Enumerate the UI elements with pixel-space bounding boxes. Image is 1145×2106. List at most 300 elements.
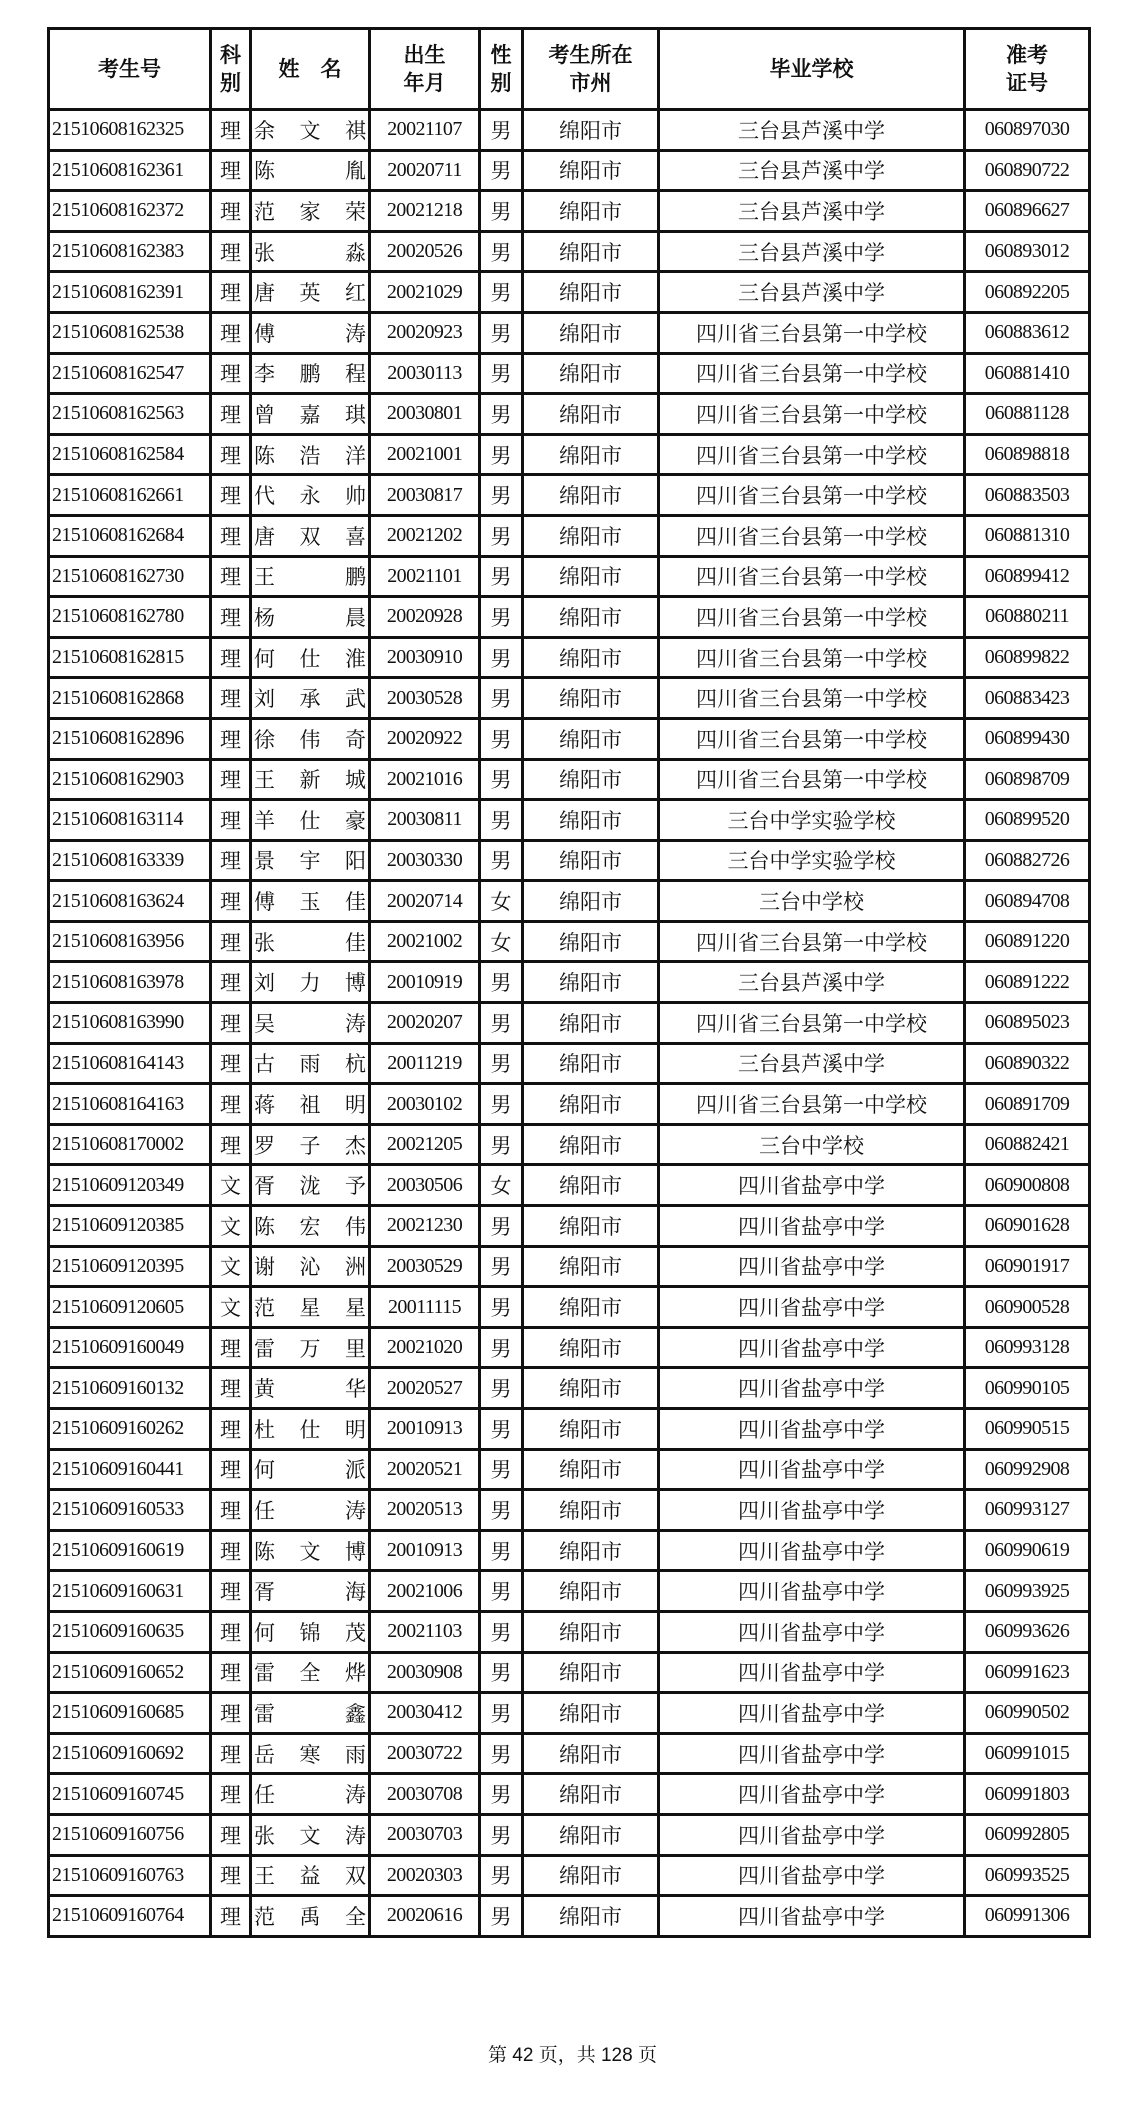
table-row: [49, 1693, 1090, 1734]
exam-id-cell: 21510608162547: [49, 353, 211, 394]
gender-cell: 男: [480, 1896, 523, 1937]
subject-cell: 理: [211, 556, 251, 597]
exam-id-cell: 21510609160756: [49, 1814, 211, 1855]
admission-no-cell: 060901628: [965, 1206, 1090, 1247]
table-row: [49, 881, 1090, 922]
subject-cell: 理: [211, 1124, 251, 1165]
student-name-cell: 张佳: [251, 921, 370, 962]
school-cell: 四川省三台县第一中学校: [659, 434, 965, 475]
table-row: [49, 394, 1090, 435]
exam-id-cell: 21510609160763: [49, 1855, 211, 1896]
city-cell: 绵阳市: [523, 1449, 659, 1490]
admission-no-cell: 060890722: [965, 150, 1090, 191]
school-cell: 三台县芦溪中学: [659, 1043, 965, 1084]
header-name: 姓 名: [251, 29, 370, 110]
city-cell: 绵阳市: [523, 1043, 659, 1084]
student-name-cell: 古雨杭: [251, 1043, 370, 1084]
admission-no-cell: 060881310: [965, 515, 1090, 556]
admission-no-cell: 060900528: [965, 1287, 1090, 1328]
student-name-cell: 李鹏程: [251, 353, 370, 394]
table-row: [49, 962, 1090, 1003]
subject-cell: 理: [211, 637, 251, 678]
admission-no-cell: 060895023: [965, 1003, 1090, 1044]
city-cell: 绵阳市: [523, 1571, 659, 1612]
birth-date-cell: 20010913: [370, 1530, 480, 1571]
exam-id-cell: 21510608162325: [49, 110, 211, 151]
student-name-cell: 胥海: [251, 1571, 370, 1612]
school-cell: 三台县芦溪中学: [659, 191, 965, 232]
exam-id-cell: 21510608163956: [49, 921, 211, 962]
table-body: [49, 110, 1090, 1937]
student-name-cell: 张淼: [251, 231, 370, 272]
admission-table: [47, 27, 1091, 1938]
subject-cell: 理: [211, 434, 251, 475]
table-row: [49, 1003, 1090, 1044]
admission-no-cell: 060901917: [965, 1246, 1090, 1287]
student-name-cell: 蒋祖明: [251, 1084, 370, 1125]
table-row: [49, 556, 1090, 597]
city-cell: 绵阳市: [523, 312, 659, 353]
birth-date-cell: 20020922: [370, 718, 480, 759]
table-row: [49, 1206, 1090, 1247]
subject-cell: 理: [211, 1003, 251, 1044]
admission-no-cell: 060882421: [965, 1124, 1090, 1165]
exam-id-cell: 21510609160049: [49, 1327, 211, 1368]
gender-cell: 男: [480, 1409, 523, 1450]
table-row: [49, 1530, 1090, 1571]
gender-cell: 男: [480, 1246, 523, 1287]
school-cell: 三台县芦溪中学: [659, 231, 965, 272]
school-cell: 三台县芦溪中学: [659, 962, 965, 1003]
subject-cell: 理: [211, 597, 251, 638]
exam-id-cell: 21510609120395: [49, 1246, 211, 1287]
exam-id-cell: 21510608162361: [49, 150, 211, 191]
city-cell: 绵阳市: [523, 1165, 659, 1206]
student-name-cell: 余文祺: [251, 110, 370, 151]
school-cell: 四川省盐亭中学: [659, 1165, 965, 1206]
exam-id-cell: 21510608162815: [49, 637, 211, 678]
table-row: [49, 1287, 1090, 1328]
subject-cell: 理: [211, 1855, 251, 1896]
exam-id-cell: 21510608170002: [49, 1124, 211, 1165]
gender-cell: 男: [480, 475, 523, 516]
subject-cell: 理: [211, 191, 251, 232]
gender-cell: 男: [480, 1652, 523, 1693]
birth-date-cell: 20020521: [370, 1449, 480, 1490]
gender-cell: 男: [480, 515, 523, 556]
table-row: [49, 637, 1090, 678]
city-cell: 绵阳市: [523, 150, 659, 191]
admission-no-cell: 060991803: [965, 1774, 1090, 1815]
admission-no-cell: 060897030: [965, 110, 1090, 151]
student-name-cell: 傅玉佳: [251, 881, 370, 922]
city-cell: 绵阳市: [523, 1409, 659, 1450]
city-cell: 绵阳市: [523, 1733, 659, 1774]
subject-cell: 理: [211, 1611, 251, 1652]
gender-cell: 男: [480, 759, 523, 800]
city-cell: 绵阳市: [523, 1611, 659, 1652]
school-cell: 四川省三台县第一中学校: [659, 1084, 965, 1125]
exam-id-cell: 21510608162391: [49, 272, 211, 313]
subject-cell: 理: [211, 1449, 251, 1490]
gender-cell: 男: [480, 1733, 523, 1774]
birth-date-cell: 20020714: [370, 881, 480, 922]
student-name-cell: 何派: [251, 1449, 370, 1490]
admission-no-cell: 060883612: [965, 312, 1090, 353]
student-name-cell: 罗子杰: [251, 1124, 370, 1165]
admission-no-cell: 060880211: [965, 597, 1090, 638]
header-city: 考生所在市州: [523, 29, 659, 110]
gender-cell: 女: [480, 1165, 523, 1206]
exam-id-cell: 21510608162584: [49, 434, 211, 475]
table-row: [49, 434, 1090, 475]
exam-id-cell: 21510609160533: [49, 1490, 211, 1531]
birth-date-cell: 20020207: [370, 1003, 480, 1044]
subject-cell: 理: [211, 678, 251, 719]
gender-cell: 男: [480, 1327, 523, 1368]
gender-cell: 男: [480, 1693, 523, 1734]
table-row: [49, 597, 1090, 638]
birth-date-cell: 20021218: [370, 191, 480, 232]
city-cell: 绵阳市: [523, 1003, 659, 1044]
student-name-cell: 岳寒雨: [251, 1733, 370, 1774]
city-cell: 绵阳市: [523, 1287, 659, 1328]
city-cell: 绵阳市: [523, 515, 659, 556]
subject-cell: 理: [211, 1814, 251, 1855]
subject-cell: 文: [211, 1165, 251, 1206]
birth-date-cell: 20020513: [370, 1490, 480, 1531]
birth-date-cell: 20020526: [370, 231, 480, 272]
city-cell: 绵阳市: [523, 1206, 659, 1247]
city-cell: 绵阳市: [523, 1693, 659, 1734]
admission-no-cell: 060881410: [965, 353, 1090, 394]
exam-id-cell: 21510609160619: [49, 1530, 211, 1571]
table-row: [49, 1490, 1090, 1531]
subject-cell: 理: [211, 110, 251, 151]
school-cell: 三台中学校: [659, 1124, 965, 1165]
gender-cell: 男: [480, 637, 523, 678]
exam-id-cell: 21510608162563: [49, 394, 211, 435]
gender-cell: 男: [480, 1611, 523, 1652]
subject-cell: 理: [211, 1043, 251, 1084]
admission-no-cell: 060891709: [965, 1084, 1090, 1125]
subject-cell: 理: [211, 1733, 251, 1774]
exam-id-cell: 21510608162372: [49, 191, 211, 232]
admission-no-cell: 060893012: [965, 231, 1090, 272]
table-row: [49, 1084, 1090, 1125]
birth-date-cell: 20021001: [370, 434, 480, 475]
table-row: [49, 110, 1090, 151]
city-cell: 绵阳市: [523, 962, 659, 1003]
birth-date-cell: 20011115: [370, 1287, 480, 1328]
city-cell: 绵阳市: [523, 1855, 659, 1896]
student-name-cell: 唐英红: [251, 272, 370, 313]
table-row: [49, 678, 1090, 719]
subject-cell: 理: [211, 718, 251, 759]
header-row: [49, 29, 1090, 110]
city-cell: 绵阳市: [523, 718, 659, 759]
school-cell: 四川省三台县第一中学校: [659, 556, 965, 597]
gender-cell: 男: [480, 353, 523, 394]
subject-cell: 理: [211, 1490, 251, 1531]
subject-cell: 理: [211, 921, 251, 962]
birth-date-cell: 20030412: [370, 1693, 480, 1734]
admission-no-cell: 060992805: [965, 1814, 1090, 1855]
header-exam-id: 考生号: [49, 29, 211, 110]
city-cell: 绵阳市: [523, 434, 659, 475]
subject-cell: 理: [211, 1530, 251, 1571]
gender-cell: 男: [480, 597, 523, 638]
city-cell: 绵阳市: [523, 1652, 659, 1693]
admission-no-cell: 060883423: [965, 678, 1090, 719]
school-cell: 四川省盐亭中学: [659, 1206, 965, 1247]
exam-id-cell: 21510608162868: [49, 678, 211, 719]
student-name-cell: 曾嘉琪: [251, 394, 370, 435]
gender-cell: 男: [480, 272, 523, 313]
gender-cell: 男: [480, 150, 523, 191]
table-row: [49, 312, 1090, 353]
school-cell: 四川省三台县第一中学校: [659, 718, 965, 759]
table-row: [49, 1124, 1090, 1165]
admission-no-cell: 060993127: [965, 1490, 1090, 1531]
admission-no-cell: 060890322: [965, 1043, 1090, 1084]
exam-id-cell: 21510609120385: [49, 1206, 211, 1247]
school-cell: 四川省盐亭中学: [659, 1814, 965, 1855]
table-row: [49, 1733, 1090, 1774]
table-row: [49, 800, 1090, 841]
subject-cell: 理: [211, 1896, 251, 1937]
exam-id-cell: 21510608163990: [49, 1003, 211, 1044]
admission-no-cell: 060883503: [965, 475, 1090, 516]
table-row: [49, 1043, 1090, 1084]
student-name-cell: 傅涛: [251, 312, 370, 353]
student-name-cell: 黄华: [251, 1368, 370, 1409]
gender-cell: 男: [480, 1855, 523, 1896]
student-name-cell: 范家荣: [251, 191, 370, 232]
school-cell: 四川省三台县第一中学校: [659, 921, 965, 962]
admission-no-cell: 060900808: [965, 1165, 1090, 1206]
gender-cell: 男: [480, 962, 523, 1003]
exam-id-cell: 21510608162780: [49, 597, 211, 638]
subject-cell: 理: [211, 840, 251, 881]
student-name-cell: 王益双: [251, 1855, 370, 1896]
school-cell: 四川省盐亭中学: [659, 1449, 965, 1490]
birth-date-cell: 20021002: [370, 921, 480, 962]
student-name-cell: 范星星: [251, 1287, 370, 1328]
exam-id-cell: 21510608162903: [49, 759, 211, 800]
subject-cell: 理: [211, 515, 251, 556]
exam-id-cell: 21510608163339: [49, 840, 211, 881]
subject-cell: 理: [211, 475, 251, 516]
exam-id-cell: 21510608162661: [49, 475, 211, 516]
admission-no-cell: 060990619: [965, 1530, 1090, 1571]
table-row: [49, 1327, 1090, 1368]
school-cell: 四川省盐亭中学: [659, 1774, 965, 1815]
page-footer: 第 42 页，共 128 页: [488, 2045, 657, 2066]
school-cell: 四川省盐亭中学: [659, 1409, 965, 1450]
admission-no-cell: 060881128: [965, 394, 1090, 435]
student-name-cell: 景宇阳: [251, 840, 370, 881]
admission-no-cell: 060991015: [965, 1733, 1090, 1774]
birth-date-cell: 20011219: [370, 1043, 480, 1084]
header-birth: 出生年月: [370, 29, 480, 110]
birth-date-cell: 20030801: [370, 394, 480, 435]
city-cell: 绵阳市: [523, 759, 659, 800]
subject-cell: 理: [211, 1774, 251, 1815]
gender-cell: 女: [480, 881, 523, 922]
student-name-cell: 何锦茂: [251, 1611, 370, 1652]
admission-no-cell: 060993128: [965, 1327, 1090, 1368]
table-row: [49, 1571, 1090, 1612]
admission-no-cell: 060882726: [965, 840, 1090, 881]
subject-cell: 理: [211, 231, 251, 272]
birth-date-cell: 20030102: [370, 1084, 480, 1125]
exam-id-cell: 21510608162730: [49, 556, 211, 597]
student-name-cell: 王鹏: [251, 556, 370, 597]
city-cell: 绵阳市: [523, 1490, 659, 1531]
table-row: [49, 231, 1090, 272]
city-cell: 绵阳市: [523, 637, 659, 678]
school-cell: 四川省盐亭中学: [659, 1652, 965, 1693]
exam-id-cell: 21510608162896: [49, 718, 211, 759]
admission-no-cell: 060990502: [965, 1693, 1090, 1734]
exam-id-cell: 21510609160441: [49, 1449, 211, 1490]
city-cell: 绵阳市: [523, 881, 659, 922]
city-cell: 绵阳市: [523, 1896, 659, 1937]
city-cell: 绵阳市: [523, 191, 659, 232]
student-name-cell: 范禹全: [251, 1896, 370, 1937]
city-cell: 绵阳市: [523, 1327, 659, 1368]
table-row: [49, 353, 1090, 394]
admission-no-cell: 060898709: [965, 759, 1090, 800]
admission-no-cell: 060990515: [965, 1409, 1090, 1450]
school-cell: 四川省三台县第一中学校: [659, 394, 965, 435]
birth-date-cell: 20030506: [370, 1165, 480, 1206]
header-subject: 科别: [211, 29, 251, 110]
city-cell: 绵阳市: [523, 1774, 659, 1815]
admission-no-cell: 060899430: [965, 718, 1090, 759]
birth-date-cell: 20020923: [370, 312, 480, 353]
birth-date-cell: 20021205: [370, 1124, 480, 1165]
student-name-cell: 陈浩洋: [251, 434, 370, 475]
school-cell: 四川省盐亭中学: [659, 1693, 965, 1734]
table-row: [49, 1611, 1090, 1652]
birth-date-cell: 20021020: [370, 1327, 480, 1368]
subject-cell: 理: [211, 1368, 251, 1409]
exam-id-cell: 21510608163114: [49, 800, 211, 841]
student-name-cell: 雷全烨: [251, 1652, 370, 1693]
student-name-cell: 羊仕豪: [251, 800, 370, 841]
admission-no-cell: 060993925: [965, 1571, 1090, 1612]
gender-cell: 男: [480, 1368, 523, 1409]
birth-date-cell: 20010913: [370, 1409, 480, 1450]
gender-cell: 男: [480, 1043, 523, 1084]
school-cell: 四川省盐亭中学: [659, 1530, 965, 1571]
birth-date-cell: 20030722: [370, 1733, 480, 1774]
student-name-cell: 刘力博: [251, 962, 370, 1003]
exam-id-cell: 21510608163978: [49, 962, 211, 1003]
birth-date-cell: 20021202: [370, 515, 480, 556]
birth-date-cell: 20021107: [370, 110, 480, 151]
student-name-cell: 张文涛: [251, 1814, 370, 1855]
gender-cell: 男: [480, 1449, 523, 1490]
school-cell: 四川省盐亭中学: [659, 1368, 965, 1409]
school-cell: 四川省盐亭中学: [659, 1490, 965, 1531]
birth-date-cell: 20021029: [370, 272, 480, 313]
table-row: [49, 759, 1090, 800]
school-cell: 四川省盐亭中学: [659, 1611, 965, 1652]
table-row: [49, 1409, 1090, 1450]
header-school: 毕业学校: [659, 29, 965, 110]
exam-id-cell: 21510609160745: [49, 1774, 211, 1815]
birth-date-cell: 20020527: [370, 1368, 480, 1409]
table-row: [49, 1855, 1090, 1896]
birth-date-cell: 20020928: [370, 597, 480, 638]
admission-no-cell: 060899822: [965, 637, 1090, 678]
subject-cell: 理: [211, 881, 251, 922]
gender-cell: 男: [480, 1490, 523, 1531]
exam-id-cell: 21510608164143: [49, 1043, 211, 1084]
table-row: [49, 475, 1090, 516]
admission-no-cell: 060891220: [965, 921, 1090, 962]
admission-no-cell: 060991306: [965, 1896, 1090, 1937]
city-cell: 绵阳市: [523, 556, 659, 597]
table-row: [49, 1896, 1090, 1937]
birth-date-cell: 20030529: [370, 1246, 480, 1287]
gender-cell: 男: [480, 110, 523, 151]
gender-cell: 男: [480, 800, 523, 841]
school-cell: 四川省盐亭中学: [659, 1287, 965, 1328]
gender-cell: 男: [480, 1084, 523, 1125]
subject-cell: 理: [211, 800, 251, 841]
table-row: [49, 1814, 1090, 1855]
birth-date-cell: 20030811: [370, 800, 480, 841]
school-cell: 四川省盐亭中学: [659, 1855, 965, 1896]
gender-cell: 男: [480, 556, 523, 597]
exam-id-cell: 21510609160635: [49, 1611, 211, 1652]
gender-cell: 男: [480, 1814, 523, 1855]
city-cell: 绵阳市: [523, 1368, 659, 1409]
exam-id-cell: 21510608162383: [49, 231, 211, 272]
school-cell: 四川省三台县第一中学校: [659, 597, 965, 638]
admission-no-cell: 060898818: [965, 434, 1090, 475]
subject-cell: 文: [211, 1287, 251, 1328]
city-cell: 绵阳市: [523, 921, 659, 962]
gender-cell: 男: [480, 1003, 523, 1044]
exam-id-cell: 21510609120349: [49, 1165, 211, 1206]
admission-no-cell: 060894708: [965, 881, 1090, 922]
city-cell: 绵阳市: [523, 475, 659, 516]
exam-id-cell: 21510609160262: [49, 1409, 211, 1450]
birth-date-cell: 20021103: [370, 1611, 480, 1652]
admission-no-cell: 060993626: [965, 1611, 1090, 1652]
student-name-cell: 代永帅: [251, 475, 370, 516]
school-cell: 三台中学校: [659, 881, 965, 922]
student-name-cell: 吴涛: [251, 1003, 370, 1044]
header-admission-no: 准考证号: [965, 29, 1090, 110]
header-gender: 性别: [480, 29, 523, 110]
birth-date-cell: 20030908: [370, 1652, 480, 1693]
admission-no-cell: 060896627: [965, 191, 1090, 232]
table-row: [49, 515, 1090, 556]
birth-date-cell: 20020711: [370, 150, 480, 191]
gender-cell: 女: [480, 921, 523, 962]
city-cell: 绵阳市: [523, 1124, 659, 1165]
subject-cell: 理: [211, 1327, 251, 1368]
school-cell: 四川省三台县第一中学校: [659, 353, 965, 394]
city-cell: 绵阳市: [523, 678, 659, 719]
subject-cell: 理: [211, 353, 251, 394]
